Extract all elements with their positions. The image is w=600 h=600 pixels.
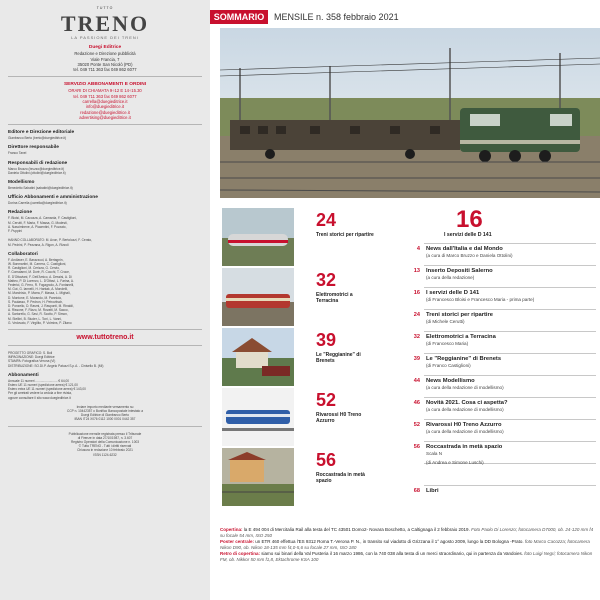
publisher-name: Duegi Editrice	[88, 45, 122, 51]
services-heading: SERVIZIO ABBONAMENTI E ORDINI	[63, 82, 147, 88]
toc-subtitle: (a cura della redazione di modellismo)	[426, 429, 504, 434]
fine-print-line: Chiusura in redazione 10 febbraio 2021	[77, 448, 133, 453]
toc-title: Libri	[426, 488, 439, 494]
subscriptions-heading: Abbonamenti	[8, 372, 39, 378]
feature-title[interactable]: Treni storici per ripartire	[316, 232, 374, 238]
toc-title: Inserto Depositi Salerno	[426, 268, 493, 274]
logo-main-text: TRENO	[60, 11, 150, 37]
staff-line: G. Vedovato, F. Virgilito, P. Volmins, P. Zitano	[8, 320, 72, 325]
staff-line: E. D'Ottaviani, F. Dell'Amico, A. Dessisi, A. Di	[8, 274, 72, 279]
payment-line: Duegi Editrice di Gianfranco Berto	[80, 413, 130, 418]
lead-feature-number: 16	[456, 206, 483, 233]
feature-title[interactable]: Elettromotrici a Terracina	[316, 292, 353, 304]
staff-heading: Modellismo	[8, 180, 35, 186]
toc-page-number: 46	[413, 400, 420, 406]
caption	[220, 551, 598, 563]
train-photo-illustration	[220, 28, 600, 198]
services-line: tel. 049 711 363 fax 049 862 6077	[73, 93, 137, 99]
publisher-line: tel. 049 711 363 fax 049 862 6077	[73, 67, 137, 73]
staff-heading: Direttore responsabile	[8, 145, 59, 151]
services-line: ORARI DI CHIAMATA 9÷12 E 14÷15.30	[68, 88, 142, 94]
staff-block	[8, 145, 202, 155]
logo-small-text: TUTTO	[96, 6, 114, 10]
staff-line: F. Bloisi, M. Cacozza, A. Camarda, F. Castiglioni,	[8, 216, 77, 221]
payment-line: Inviare importo mediante versamento su	[76, 404, 134, 409]
subscription-line: Estero UE 11 numeri (spedizione aerea) € 121,00	[8, 382, 78, 387]
staff-line: Benedetto Sabatini (sabatini@duegieditrice.it)	[8, 186, 73, 191]
staff-line: D. Montone, E. Morando, M. Pannicio,	[8, 295, 63, 300]
feature-title[interactable]: Le "Reggianine" di Brenets	[316, 352, 361, 364]
staff-line: Gianfranco Berto (berto@duegieditrice.it)	[8, 136, 67, 141]
feature-thumb-terracina[interactable]	[222, 268, 294, 326]
caption-text: siamo sui binari della Val Pusteria il 16 marzo 1986, con la 740 038 alla testa di un merci straordinario, qui in partenza da Vandoies.	[261, 551, 525, 556]
toc-title: News Modellismo	[426, 378, 475, 384]
feature-page-number: 56	[316, 450, 337, 470]
subscription-line: Annuale 11 numeri ......................... € 64,00	[8, 378, 70, 383]
feature-thumb-rivarossi[interactable]	[222, 388, 294, 446]
staff-line: F. Comaianni, M. Dorè, R. Cocchi, T. Croce,	[8, 270, 70, 275]
caption	[220, 539, 598, 551]
services-line: carrella@duegieditrice.it	[82, 99, 128, 105]
staff-line: Daniela Ottolini (ottolini@duegieditrice.it)	[8, 170, 66, 175]
subscription-line: Per gli arretrati vedere la cedola a fine rivista,	[8, 391, 72, 396]
toc-page-number: 52	[413, 422, 420, 428]
toc-title: I servizi delle D 141	[426, 290, 480, 296]
staff-block	[8, 180, 202, 190]
staff-line: M. Stellini, B. Studer, L. Toni, L. Vanni,	[8, 316, 62, 321]
staff-line: F. Puppini	[8, 229, 22, 234]
publisher-line: Viale Francia, 7	[90, 56, 120, 62]
staff-heading: Ufficio Abbonamenti e amministrazione	[8, 195, 98, 201]
feature-page-number: 24	[316, 210, 337, 230]
staff-line: M. Cerutti, F. Maria, F. Massa, G. Modesti,	[8, 220, 68, 225]
staff-heading: Responsabili di redazione	[8, 160, 68, 166]
staff-line: A. Nascimbene, A. Piacentini, F. Pozzato,	[8, 224, 67, 229]
toc-page-number: 44	[413, 378, 420, 384]
staff-line: Federici, G. Ferro, R. Fogagnolo, A. Fontanelli,	[8, 282, 75, 287]
toc-subtitle: (di Francesco Bloisi e Francesco Maria - prima parte)	[426, 297, 535, 302]
caption-text: un ETR 460 effettua l'ES 9312 Roma T.-Verona P. N., in transito sul viadotto di Grizzana il 1° agosto 2009, lungo la DD Bologna -Prato.	[255, 539, 525, 544]
staff-block	[8, 130, 202, 140]
staff-heading: Redazione	[8, 210, 32, 216]
caption-credit: Foto Paolo Di Lorenzo; fotocamera D7000, ob. 24-120 mm f4 su focale 54 mm, ISO 250	[220, 527, 594, 538]
production-line: DISTRIBUZIONE: SO.DI.P. Angelo Patuzzi S.p.A. - Cinisello B. (MI)	[8, 363, 104, 368]
staff-block	[8, 238, 202, 246]
toc-page-number: 24	[413, 312, 420, 318]
contents-page	[210, 0, 600, 600]
toc-title: Rivarossi H0 Treno Azzurro	[426, 422, 502, 428]
staff-line: M. Pedrini, P. Pezzana, A. Rigon, A. Rizzoli	[8, 242, 69, 247]
services-lines	[8, 88, 202, 104]
magazine-logo	[0, 6, 210, 40]
toc-title: Roccastrada in metà spazio	[426, 444, 503, 450]
feature-title[interactable]: Rivarossi H0 Treno Azzurro	[316, 412, 362, 424]
staff-line: M. Gut, G. Iannelli, H. Hantak, A. Mondelli,	[8, 287, 68, 292]
publisher-lines	[8, 51, 202, 72]
subscription-line: oppure consultare il sito www.duegieditrice.it	[8, 395, 71, 400]
staff-line: Marco Bruzzo (bruzzo@duegieditrice.it)	[8, 166, 65, 171]
staff-block	[8, 210, 202, 233]
staff-line: Franco Tanel	[8, 151, 27, 156]
feature-thumb-roccastrada[interactable]	[222, 448, 294, 506]
toc-subtitle: Scala N	[426, 451, 443, 456]
caption-credit: foto Luigi Negri; fotocamera Nikon FM, ob. Nikkor 50 mm f1,8, Ektachrome KSA 100	[220, 551, 593, 562]
staff-line: D. Ponzello, D. Rasmi, J. Rasponti, M. Rinaldi,	[8, 303, 74, 308]
staff-line: A. Sartorello, G. Savi, R. Scotto, P. Simon,	[8, 312, 68, 317]
feature-page-number: 32	[316, 270, 337, 290]
staff-line: R. Castiglioni, M. Cerizza, G. Cerzio,	[8, 266, 60, 271]
publisher-line: 35020 Ponte San Nicolò (PD)	[77, 61, 133, 67]
email-address: advertising@duegieditrice.it	[79, 114, 131, 120]
toc-subtitle: (di Francesco Maria)	[426, 341, 469, 346]
photo-captions	[220, 527, 598, 563]
staff-block	[8, 161, 202, 175]
toc-page-number: 56	[413, 444, 420, 450]
email-address: info@duegieditrice.it	[85, 104, 124, 110]
logo-tagline: LA PASSIONE DEI TRENI	[71, 35, 139, 41]
toc-subtitle: (a cura della redazione di modellismo)	[426, 385, 504, 390]
website-link[interactable]: www.tuttotreno.it	[76, 333, 134, 341]
staff-line: Matteo, P. Di Lorenzo, L. D'Ottavi, L. Farina, A.	[8, 278, 74, 283]
fine-print-line: ISSN 1124-6232	[93, 452, 117, 457]
caption-label: Copertina:	[220, 527, 244, 532]
toc-page-number: 4	[416, 246, 420, 252]
section-label: SOMMARIO	[210, 10, 268, 24]
fine-print-line: © Tutto TRENO - Tutti i diritti riservati	[78, 444, 132, 449]
toc-page-number: 13	[413, 268, 420, 274]
staff-line: A. Rissone, F. Rizzo, M. Rovatti, M. Sacco,	[8, 308, 69, 313]
staff-line: Dorina Carrella (carrella@duegieditrice.it)	[8, 201, 67, 206]
staff-block	[8, 195, 202, 205]
masthead-sidebar	[0, 0, 210, 600]
lead-feature-title: I servizi delle D 141	[444, 232, 492, 238]
fine-print-line: di Firenze in data 27/10/1987, n. 3.607	[77, 435, 133, 440]
fine-print-line: Pubblicazione mensile registrata presso il Tribunale	[68, 431, 142, 436]
toc-title: Elettromotrici a Terracina	[426, 334, 496, 340]
caption-label: Poster centrale:	[220, 539, 256, 544]
toc-subtitle: (di Andrea e Simone Luschi)	[426, 460, 484, 465]
toc-page-number: 32	[413, 334, 420, 340]
payment-line: IBAN IT24 X076 0112 1000 0001 0442 357	[74, 417, 136, 422]
feature-thumb-historic-trains[interactable]	[222, 208, 294, 266]
staff-line: HANNO COLLABORATO: M. Avon, P. Bertolozzi, F. Cerato,	[8, 238, 93, 243]
payment-line: CCP n. 10442357 o Bonifico Bancopostale intestato a	[67, 408, 143, 413]
staff-line: F. Andlaver, E. Barazzuol, A. Bertagnin,	[8, 257, 64, 262]
feature-page-number: 52	[316, 390, 337, 410]
fine-print-line: Registro Operatori della Comunicazione n. 1003	[70, 440, 140, 444]
feature-page-number: 39	[316, 330, 337, 350]
toc-subtitle: (di Franco Castiglioni)	[426, 363, 471, 368]
staff-block	[8, 252, 202, 325]
payment-info	[8, 405, 202, 422]
toc-page-number: 68	[413, 488, 420, 494]
issue-info: MENSILE n. 358 febbraio 2021	[274, 12, 399, 22]
page-header	[210, 10, 600, 24]
toc-page-number: 16	[413, 290, 420, 296]
production-line: STAMPA: Fotografica Verona (VI)	[8, 359, 56, 364]
caption-label: Retro di copertina:	[220, 551, 262, 556]
caption-credit: foto Marco Cacozza; fotocamera Nikon D90, ob. Nikon 18-135 mm f4,0-5,6 su focale 27 mm, ISO 180	[220, 539, 590, 550]
toc-title: Novità 2021. Cosa ci aspetta?	[426, 400, 508, 406]
caption-text: la E 494 004 di Mercitalia Rail alla testa del TC 43501 Domo2- Novara Boschetto, a Caltignaga il 2 febbraio 2019.	[243, 527, 472, 532]
publisher-line: Redazione e Direzione pubblicità	[74, 51, 136, 57]
production-credits	[8, 351, 202, 368]
toc-subtitle: (a cura della redazione di modellismo)	[426, 407, 504, 412]
production-line: IMPAGINAZIONE: Duegi Editrice	[8, 355, 55, 360]
subscription-line: Estero extra UE 11 numeri (spedizione aerea) € 143,00	[8, 387, 86, 392]
email-lines	[8, 104, 202, 120]
staff-line: W. Bonmartini, M. Carrera, C. Castiglioni,	[8, 261, 67, 266]
toc-title: Treni storici per ripartire	[426, 312, 494, 318]
email-address: redazione@duegieditrice.it	[80, 109, 130, 115]
feature-title[interactable]: Roccastrada in metà spazio	[316, 472, 365, 484]
staff-list	[8, 130, 202, 325]
toc-title: News dall'Italia e dal Mondo	[426, 246, 503, 252]
staff-heading: Editore e Direzione editoriale	[8, 130, 75, 136]
production-line: PROGETTO GRAFICO: S. Boli	[8, 350, 53, 355]
toc-title: Le "Reggianine" di Brenets	[426, 356, 502, 362]
toc-page-number: 39	[413, 356, 420, 362]
toc-subtitle: (a cura della redazione)	[426, 275, 475, 280]
legal-fine-print	[8, 432, 202, 457]
staff-line: M. Marchisio, P. Marra, F. Massa, L. Mighali,	[8, 291, 71, 296]
caption	[220, 527, 598, 539]
subscriptions-lines	[8, 379, 202, 400]
staff-heading: Collaboratori	[8, 251, 38, 257]
toc-subtitle: (a cura di Marco Bruzzo e Daniela Ottolini)	[426, 253, 513, 258]
cover-photo	[220, 28, 600, 198]
toc-subtitle: (di Michele Cerutti)	[426, 319, 465, 324]
feature-thumb-brenets[interactable]	[222, 328, 294, 386]
staff-line: S. Paulasso, P. Pedron, H. Petrovitsch,	[8, 299, 64, 304]
